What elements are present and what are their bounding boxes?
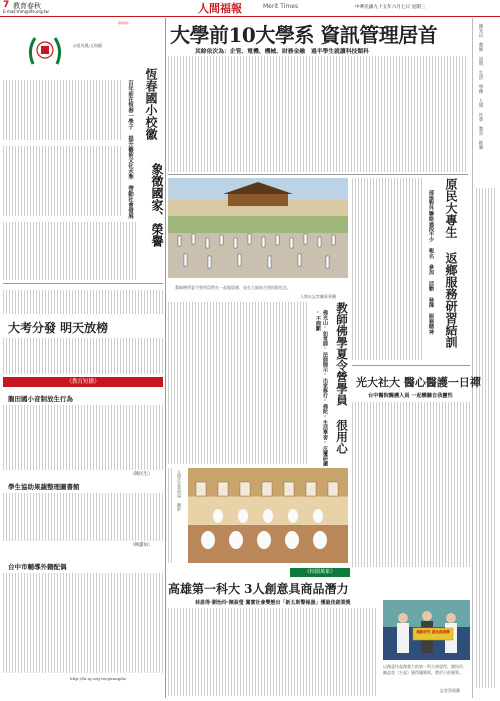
feature-body-text xyxy=(3,146,121,216)
center-subheadline: 佛光山·如常師·法師開示·出家修行·佛陀·生活學習·反覆研讀·不間斷 xyxy=(315,310,328,466)
school-logo xyxy=(25,32,65,70)
brief-author: （陳民生） xyxy=(130,472,153,477)
laurel-emblem-icon xyxy=(25,32,65,70)
bottom-subheadline: 林恩得·劉怡玲·陳盈瑩 闖實社會雙態出「新五斯警報器」獲最佳創業獎 xyxy=(195,600,351,606)
brief-body xyxy=(3,493,163,541)
photo1-credit: 人間社記者陳景景攝 xyxy=(300,294,336,299)
logo-label-icon: ◎◎◎ xyxy=(118,20,129,25)
page-number: 7 xyxy=(3,0,10,10)
header-bar xyxy=(0,0,500,17)
exam-headline: 大考分發 明天放榜 xyxy=(8,321,109,335)
column-divider xyxy=(165,18,166,698)
right-edge-strip xyxy=(472,18,499,698)
feature-title-a: 恆春國小校徽 xyxy=(144,68,158,140)
center-lower-text xyxy=(168,468,174,563)
exam-body-text xyxy=(3,338,163,374)
brief-body xyxy=(3,573,163,673)
exercise-photo-art xyxy=(168,178,348,278)
divider xyxy=(352,365,470,366)
bottom-body-text xyxy=(168,608,378,696)
feature-subtitle: 百年前在恆春一學子 提升藝術文化水準 帶動社會發展 xyxy=(127,80,133,219)
award-banner: 創新研究 最佳創業獎 xyxy=(416,630,450,634)
brief-author: （陳蕙如） xyxy=(130,543,153,548)
award-credit: 記者蔡媛藺 xyxy=(440,688,460,693)
section-name: 教育春秋 xyxy=(13,2,41,10)
headline-body-text xyxy=(168,56,468,172)
brief-title: 台中市輔導外籍配偶 xyxy=(8,563,67,571)
photo2-caption: 人間社記者周遠 攝影 xyxy=(177,470,182,511)
feature-body-text xyxy=(3,222,138,280)
logo-caption: ◎張英鳳/文與圖 xyxy=(73,43,102,48)
email: E-mail:mm@life.org.tw xyxy=(3,9,49,14)
right-headline: 原民大專生 返鄉服務研習結訓 xyxy=(444,178,458,348)
exercise-photo xyxy=(168,178,348,278)
feature-title-b: 象徵國家、榮譽 xyxy=(150,163,164,247)
brief-title: 龍田國小音制放生行為 xyxy=(8,395,73,403)
issue-date: 中華民國九十五年六月七日 星期三 xyxy=(355,5,426,10)
bottom-headline: 高雄第一科大 3人創意具商品潛力 xyxy=(168,582,349,596)
right-edge-body xyxy=(476,188,496,688)
campus-tag: 《校園萬象》 xyxy=(290,568,350,577)
briefs-tag: 《教育短播》 xyxy=(3,377,163,387)
award-caption: 以創意扶起創業力的第一科大林恩得、劉怡玲、陳盈瑩（左起）獲得優勝獎，將於日前獲獎。 xyxy=(383,664,467,675)
medical-body-text xyxy=(352,402,470,567)
feature-body-text xyxy=(3,80,121,140)
award-photo xyxy=(383,600,470,660)
main-headline: 大學前10大學系 資訊管理居首 xyxy=(170,23,438,47)
right-body-text xyxy=(352,178,424,360)
brief-url[interactable]: http://bi.tg.org.tw/gunagdu/ xyxy=(70,676,127,681)
medical-headline: 光大社大 醫心醫護一日禪 xyxy=(356,376,481,389)
brief-body xyxy=(3,405,163,470)
center-headline: 教師佛學夏令營學員 很用心 xyxy=(335,302,349,454)
exam-body-text xyxy=(3,290,163,314)
meditation-photo xyxy=(188,468,348,563)
masthead: 人間福報 xyxy=(198,2,242,15)
divider xyxy=(3,283,163,284)
masthead-en: Merit Times xyxy=(263,3,299,10)
divider xyxy=(168,174,468,175)
medical-subheadline: 台中醫院醫護人員 一起體驗自我靈性 xyxy=(368,393,453,399)
right-subheadline: 部落對外聯絡過段不少 報名 參加 活動 發揮 服務精神 xyxy=(428,190,434,335)
main-subheadline: 其餘依次為：企管、電機、機械、財務金融 過半學生就讀科技類科 xyxy=(195,49,369,55)
left-feature xyxy=(3,18,163,283)
right-edge-text: 佛光山 教師 訪問 生活 學佛 人間 社會 教育 推廣 xyxy=(478,24,483,150)
meditation-photo-art xyxy=(188,468,348,563)
brief-title: 學生協助果蔬整理圖書館 xyxy=(8,483,80,491)
center-body-text xyxy=(168,302,308,464)
photo1-caption: 教師佛學夏令營學員們在一起做晨運、並在大殿前合照留影紀念。 xyxy=(175,285,291,290)
